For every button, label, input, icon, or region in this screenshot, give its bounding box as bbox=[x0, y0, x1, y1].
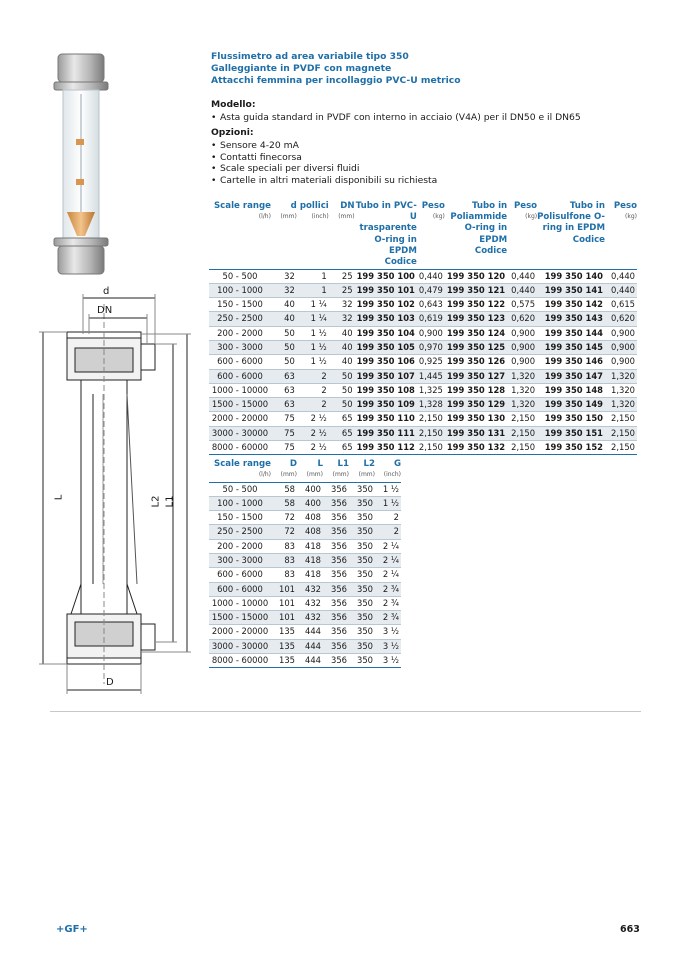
gf-logo: +GF+ bbox=[56, 924, 88, 935]
code-table bbox=[209, 201, 637, 455]
code-table-container bbox=[209, 201, 637, 455]
table-cell: 444 bbox=[297, 639, 323, 653]
dimension-table-row bbox=[209, 639, 401, 653]
table-cell: 135 bbox=[271, 625, 297, 639]
table-cell: 356 bbox=[323, 596, 349, 610]
table-cell: 300 - 3000 bbox=[209, 340, 271, 354]
table-cell: 2000 - 20000 bbox=[209, 412, 271, 426]
table-cell: 0,925 bbox=[417, 355, 445, 369]
dimension-table-row bbox=[209, 654, 401, 668]
table-cell: 199 350 110 bbox=[355, 412, 417, 426]
table-cell: 2 bbox=[297, 398, 329, 412]
table-cell: 1,320 bbox=[605, 369, 637, 383]
table-cell: 418 bbox=[297, 568, 323, 582]
dim-label-dn: DN bbox=[97, 305, 113, 316]
table-cell: 199 350 101 bbox=[355, 283, 417, 297]
table-cell: 65 bbox=[329, 412, 355, 426]
modello-item-text: Asta guida standard in PVDF con interno in acciaio (V4A) per il DN50 e il DN65 bbox=[220, 112, 581, 123]
table-cell: 350 bbox=[349, 553, 375, 567]
table-cell: 356 bbox=[323, 654, 349, 668]
table-cell: 0,615 bbox=[605, 298, 637, 312]
table-cell: 356 bbox=[323, 496, 349, 510]
table-cell: 2 ½ bbox=[297, 441, 329, 455]
table-cell: 72 bbox=[271, 511, 297, 525]
table-cell: 350 bbox=[349, 582, 375, 596]
table-cell: 444 bbox=[297, 654, 323, 668]
dimension-table-row bbox=[209, 539, 401, 553]
table-cell: 199 350 105 bbox=[355, 340, 417, 354]
table-cell: 199 350 131 bbox=[445, 426, 507, 440]
table-cell: 250 - 2500 bbox=[209, 312, 271, 326]
code-table-row bbox=[209, 298, 637, 312]
opzioni-item: • Contatti finecorsa bbox=[211, 151, 302, 163]
table-cell: 350 bbox=[349, 525, 375, 539]
table-cell: 0,440 bbox=[507, 283, 537, 297]
opzioni-label: Opzioni: bbox=[211, 127, 254, 138]
title-line-3: Attacchi femmina per incollaggio PVC-U metrico bbox=[211, 75, 461, 86]
table-cell: 2,150 bbox=[605, 426, 637, 440]
table-cell: 40 bbox=[271, 312, 297, 326]
table-cell: 356 bbox=[323, 639, 349, 653]
table-cell: 1 ½ bbox=[375, 482, 401, 496]
table-cell: 1000 - 10000 bbox=[209, 596, 271, 610]
table-cell: 199 350 149 bbox=[537, 398, 605, 412]
table-cell: 50 bbox=[329, 369, 355, 383]
table-cell: 3 ½ bbox=[375, 625, 401, 639]
table-cell: 2 ¼ bbox=[375, 568, 401, 582]
table-cell: 3000 - 30000 bbox=[209, 426, 271, 440]
table-cell: 75 bbox=[271, 441, 297, 455]
dimension-table-row bbox=[209, 568, 401, 582]
table-cell: 1,320 bbox=[605, 383, 637, 397]
table-cell: 101 bbox=[271, 611, 297, 625]
table-cell: 418 bbox=[297, 553, 323, 567]
table-cell: 1000 - 10000 bbox=[209, 383, 271, 397]
table-cell: 50 bbox=[271, 340, 297, 354]
table-cell: 356 bbox=[323, 611, 349, 625]
table-cell: 356 bbox=[323, 539, 349, 553]
table-cell: 350 bbox=[349, 611, 375, 625]
table-cell: 0,619 bbox=[417, 312, 445, 326]
table-cell: 0,900 bbox=[507, 355, 537, 369]
table-cell: 356 bbox=[323, 553, 349, 567]
table-cell: 0,900 bbox=[605, 326, 637, 340]
table-cell: 0,900 bbox=[605, 340, 637, 354]
table-cell: 2 ¼ bbox=[375, 539, 401, 553]
opzioni-item: • Sensore 4-20 mA bbox=[211, 140, 299, 151]
table-cell: 600 - 6000 bbox=[209, 582, 271, 596]
dimension-table-row bbox=[209, 496, 401, 510]
table-cell: 0,620 bbox=[605, 312, 637, 326]
table-cell: 2000 - 20000 bbox=[209, 625, 271, 639]
table-cell: 2,150 bbox=[417, 426, 445, 440]
table-cell: 408 bbox=[297, 525, 323, 539]
dimension-table-header: Scale range (l/h) D (mm) L (mm) L1 (mm) L2 (mm) G (inch) bbox=[214, 459, 401, 479]
table-cell: 356 bbox=[323, 625, 349, 639]
table-cell: 199 350 104 bbox=[355, 326, 417, 340]
table-cell: 2 ¾ bbox=[375, 582, 401, 596]
table-cell: 25 bbox=[329, 283, 355, 297]
table-cell: 200 - 2000 bbox=[209, 539, 271, 553]
table-cell: 101 bbox=[271, 596, 297, 610]
technical-drawing bbox=[35, 284, 195, 700]
table-cell: 199 350 145 bbox=[537, 340, 605, 354]
table-cell: 300 - 3000 bbox=[209, 553, 271, 567]
table-cell: 40 bbox=[271, 298, 297, 312]
table-cell: 199 350 144 bbox=[537, 326, 605, 340]
table-cell: 100 - 1000 bbox=[209, 496, 271, 510]
code-table-row bbox=[209, 383, 637, 397]
code-table-row bbox=[209, 283, 637, 297]
table-cell: 418 bbox=[297, 539, 323, 553]
table-cell: 3 ½ bbox=[375, 639, 401, 653]
table-cell: 432 bbox=[297, 582, 323, 596]
table-cell: 199 350 128 bbox=[445, 383, 507, 397]
table-cell: 199 350 102 bbox=[355, 298, 417, 312]
dimension-table-row bbox=[209, 596, 401, 610]
table-cell: 0,620 bbox=[507, 312, 537, 326]
table-cell: 1,320 bbox=[507, 398, 537, 412]
table-cell: 1,320 bbox=[507, 383, 537, 397]
table-cell: 75 bbox=[271, 426, 297, 440]
table-cell: 200 - 2000 bbox=[209, 326, 271, 340]
table-cell: 199 350 140 bbox=[537, 269, 605, 283]
table-cell: 350 bbox=[349, 568, 375, 582]
table-cell: 135 bbox=[271, 654, 297, 668]
table-cell: 2 bbox=[375, 525, 401, 539]
modello-item: • Asta guida standard in PVDF con interno in acciaio (V4A) per il DN50 e il DN65 bbox=[211, 112, 581, 123]
table-cell: 600 - 6000 bbox=[209, 369, 271, 383]
dimension-table-row bbox=[209, 482, 401, 496]
table-cell: 83 bbox=[271, 568, 297, 582]
table-cell: 1 ½ bbox=[375, 496, 401, 510]
table-cell: 0,575 bbox=[507, 298, 537, 312]
code-table-row bbox=[209, 441, 637, 455]
table-cell: 150 - 1500 bbox=[209, 511, 271, 525]
table-cell: 63 bbox=[271, 398, 297, 412]
table-cell: 350 bbox=[349, 511, 375, 525]
code-table-row bbox=[209, 369, 637, 383]
code-table-row bbox=[209, 269, 637, 283]
table-cell: 199 350 124 bbox=[445, 326, 507, 340]
dim-label-D: D bbox=[106, 677, 114, 688]
table-cell: 199 350 147 bbox=[537, 369, 605, 383]
table-cell: 101 bbox=[271, 582, 297, 596]
table-cell: 50 bbox=[329, 383, 355, 397]
table-cell: 1 bbox=[297, 283, 329, 297]
table-cell: 2 bbox=[297, 369, 329, 383]
table-cell: 1 ½ bbox=[297, 326, 329, 340]
table-cell: 65 bbox=[329, 426, 355, 440]
table-cell: 100 - 1000 bbox=[209, 283, 271, 297]
code-table-header: Scale range (l/h) d (mm) pollici (inch) DN (mm) Tubo in PVC-U trasparente O-ring in EPDM Codice Peso (kg) Tubo in Poliammide O-ring in EPDM Codice Peso (kg) Tubo in Polisulfone O-ring in EPDM Codice Peso (kg) bbox=[213, 201, 637, 268]
table-cell: 250 - 2500 bbox=[209, 525, 271, 539]
table-cell: 2,150 bbox=[507, 412, 537, 426]
table-cell: 0,479 bbox=[417, 283, 445, 297]
table-cell: 83 bbox=[271, 553, 297, 567]
table-cell: 65 bbox=[329, 441, 355, 455]
dimension-table-container bbox=[209, 459, 401, 668]
table-cell: 40 bbox=[329, 326, 355, 340]
dim-label-l1: L1 bbox=[164, 495, 176, 508]
table-cell: 0,900 bbox=[507, 326, 537, 340]
table-cell: 1 bbox=[297, 269, 329, 283]
table-cell: 356 bbox=[323, 568, 349, 582]
table-cell: 0,900 bbox=[605, 355, 637, 369]
dimension-table-row bbox=[209, 611, 401, 625]
table-cell: 350 bbox=[349, 596, 375, 610]
table-cell: 1 ¼ bbox=[297, 312, 329, 326]
table-cell: 350 bbox=[349, 639, 375, 653]
table-cell: 1 ½ bbox=[297, 355, 329, 369]
table-cell: 32 bbox=[329, 312, 355, 326]
table-cell: 2 ½ bbox=[297, 426, 329, 440]
table-cell: 32 bbox=[329, 298, 355, 312]
table-cell: 32 bbox=[271, 269, 297, 283]
table-cell: 0,440 bbox=[417, 269, 445, 283]
code-table-row bbox=[209, 426, 637, 440]
table-cell: 63 bbox=[271, 369, 297, 383]
table-cell: 2 ¾ bbox=[375, 611, 401, 625]
table-cell: 199 350 130 bbox=[445, 412, 507, 426]
table-cell: 400 bbox=[297, 496, 323, 510]
table-cell: 400 bbox=[297, 482, 323, 496]
table-cell: 199 350 125 bbox=[445, 340, 507, 354]
table-cell: 0,440 bbox=[605, 283, 637, 297]
table-cell: 356 bbox=[323, 511, 349, 525]
code-table-row bbox=[209, 340, 637, 354]
code-table-row bbox=[209, 312, 637, 326]
table-cell: 2 bbox=[375, 511, 401, 525]
table-cell: 356 bbox=[323, 482, 349, 496]
table-cell: 350 bbox=[349, 482, 375, 496]
table-cell: 432 bbox=[297, 611, 323, 625]
table-cell: 199 350 142 bbox=[537, 298, 605, 312]
table-cell: 3 ½ bbox=[375, 654, 401, 668]
table-cell: 199 350 127 bbox=[445, 369, 507, 383]
table-cell: 1500 - 15000 bbox=[209, 398, 271, 412]
table-cell: 350 bbox=[349, 539, 375, 553]
table-cell: 1 ¼ bbox=[297, 298, 329, 312]
table-cell: 199 350 108 bbox=[355, 383, 417, 397]
table-cell: 1500 - 15000 bbox=[209, 611, 271, 625]
table-cell: 32 bbox=[271, 283, 297, 297]
opzioni-item: • Scale speciali per diversi fluidi bbox=[211, 163, 360, 174]
table-cell: 1 ½ bbox=[297, 340, 329, 354]
table-cell: 135 bbox=[271, 639, 297, 653]
table-cell: 50 bbox=[329, 398, 355, 412]
table-cell: 0,440 bbox=[507, 269, 537, 283]
table-cell: 199 350 141 bbox=[537, 283, 605, 297]
table-cell: 199 350 100 bbox=[355, 269, 417, 283]
table-cell: 0,440 bbox=[605, 269, 637, 283]
table-cell: 3000 - 30000 bbox=[209, 639, 271, 653]
table-cell: 58 bbox=[271, 482, 297, 496]
table-cell: 0,970 bbox=[417, 340, 445, 354]
table-cell: 199 350 126 bbox=[445, 355, 507, 369]
dimension-table-row bbox=[209, 582, 401, 596]
table-cell: 444 bbox=[297, 625, 323, 639]
table-cell: 1,325 bbox=[417, 383, 445, 397]
table-cell: 199 350 107 bbox=[355, 369, 417, 383]
page-number: 663 bbox=[620, 924, 640, 935]
table-cell: 2,150 bbox=[605, 412, 637, 426]
table-cell: 50 bbox=[271, 326, 297, 340]
table-cell: 350 bbox=[349, 496, 375, 510]
title-line-1: Flussimetro ad area variabile tipo 350 bbox=[211, 51, 409, 62]
table-cell: 199 350 109 bbox=[355, 398, 417, 412]
dim-label-d: d bbox=[103, 286, 110, 297]
table-cell: 0,900 bbox=[507, 340, 537, 354]
dimension-table bbox=[209, 459, 401, 668]
code-table-row bbox=[209, 355, 637, 369]
table-cell: 2,150 bbox=[417, 412, 445, 426]
table-cell: 600 - 6000 bbox=[209, 355, 271, 369]
code-table-row bbox=[209, 326, 637, 340]
table-cell: 408 bbox=[297, 511, 323, 525]
table-cell: 199 350 103 bbox=[355, 312, 417, 326]
table-cell: 2,150 bbox=[605, 441, 637, 455]
code-table-row bbox=[209, 398, 637, 412]
table-cell: 199 350 143 bbox=[537, 312, 605, 326]
table-cell: 2,150 bbox=[507, 426, 537, 440]
modello-label: Modello: bbox=[211, 99, 256, 110]
table-cell: 63 bbox=[271, 383, 297, 397]
table-cell: 199 350 150 bbox=[537, 412, 605, 426]
table-cell: 199 350 132 bbox=[445, 441, 507, 455]
table-cell: 356 bbox=[323, 582, 349, 596]
dim-label-l2: L2 bbox=[150, 495, 162, 508]
table-cell: 600 - 6000 bbox=[209, 568, 271, 582]
table-cell: 2,150 bbox=[417, 441, 445, 455]
table-cell: 199 350 152 bbox=[537, 441, 605, 455]
table-cell: 72 bbox=[271, 525, 297, 539]
table-cell: 199 350 112 bbox=[355, 441, 417, 455]
table-cell: 2 ½ bbox=[297, 412, 329, 426]
table-cell: 40 bbox=[329, 340, 355, 354]
table-cell: 350 bbox=[349, 654, 375, 668]
product-title bbox=[211, 51, 461, 87]
table-cell: 199 350 120 bbox=[445, 269, 507, 283]
table-cell: 432 bbox=[297, 596, 323, 610]
table-cell: 199 350 122 bbox=[445, 298, 507, 312]
table-cell: 1,328 bbox=[417, 398, 445, 412]
table-cell: 199 350 146 bbox=[537, 355, 605, 369]
dimension-table-row bbox=[209, 625, 401, 639]
table-cell: 8000 - 60000 bbox=[209, 441, 271, 455]
table-cell: 40 bbox=[329, 355, 355, 369]
table-cell: 1,320 bbox=[605, 398, 637, 412]
table-cell: 2,150 bbox=[507, 441, 537, 455]
flowmeter-product-photo bbox=[45, 44, 117, 278]
dim-label-l: L bbox=[53, 494, 65, 501]
table-cell: 350 bbox=[349, 625, 375, 639]
table-cell: 150 - 1500 bbox=[209, 298, 271, 312]
table-cell: 58 bbox=[271, 496, 297, 510]
divider bbox=[50, 711, 641, 712]
table-cell: 1,445 bbox=[417, 369, 445, 383]
table-cell: 199 350 123 bbox=[445, 312, 507, 326]
table-cell: 199 350 129 bbox=[445, 398, 507, 412]
code-table-row bbox=[209, 412, 637, 426]
table-cell: 75 bbox=[271, 412, 297, 426]
table-cell: 356 bbox=[323, 525, 349, 539]
table-cell: 2 bbox=[297, 383, 329, 397]
table-cell: 2 ¾ bbox=[375, 596, 401, 610]
table-cell: 0,643 bbox=[417, 298, 445, 312]
table-cell: 50 bbox=[271, 355, 297, 369]
table-cell: 2 ¼ bbox=[375, 553, 401, 567]
table-cell: 83 bbox=[271, 539, 297, 553]
dimension-table-row bbox=[209, 553, 401, 567]
opzioni-item: • Cartelle in altri materiali disponibili su richiesta bbox=[211, 174, 438, 186]
table-cell: 199 350 148 bbox=[537, 383, 605, 397]
table-cell: 50 - 500 bbox=[209, 269, 271, 283]
dimension-table-row bbox=[209, 511, 401, 525]
table-cell: 199 350 151 bbox=[537, 426, 605, 440]
table-cell: 0,900 bbox=[417, 326, 445, 340]
table-cell: 50 - 500 bbox=[209, 482, 271, 496]
table-cell: 8000 - 60000 bbox=[209, 654, 271, 668]
table-cell: 199 350 111 bbox=[355, 426, 417, 440]
table-cell: 25 bbox=[329, 269, 355, 283]
dimension-table-row bbox=[209, 525, 401, 539]
table-cell: 1,320 bbox=[507, 369, 537, 383]
table-cell: 199 350 106 bbox=[355, 355, 417, 369]
title-line-2: Galleggiante in PVDF con magnete bbox=[211, 63, 392, 74]
opzioni-list bbox=[211, 140, 437, 186]
table-cell: 199 350 121 bbox=[445, 283, 507, 297]
